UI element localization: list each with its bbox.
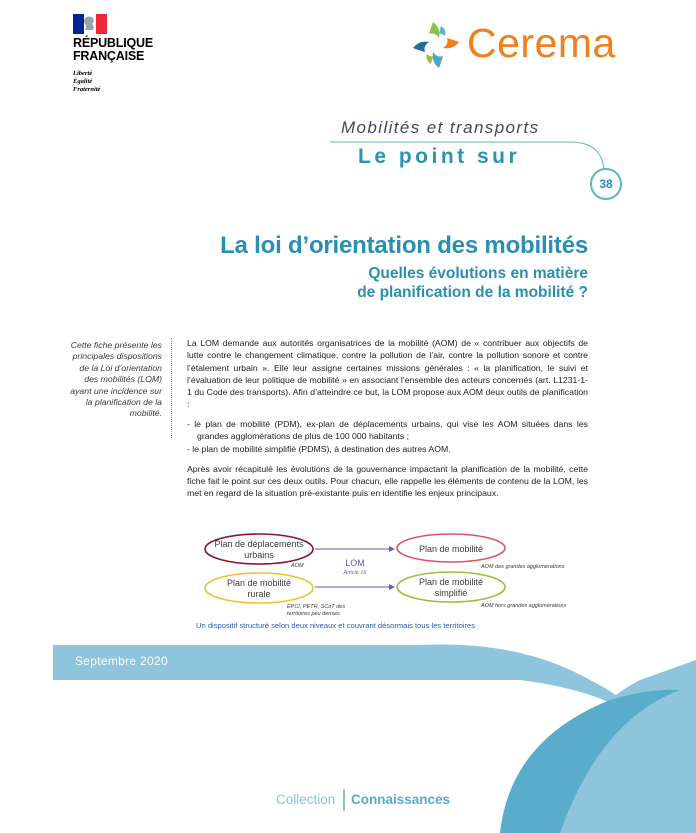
collection-name: Connaissances — [351, 792, 451, 807]
republique-motto: Liberté Égalité Fraternité — [73, 70, 101, 93]
summary-paragraph: Après avoir récapitulé les évolutions de la gouvernance impactant la planification de la mobilité, cette fiche fait le point sur ces deux outils. Pour chacun, elle rappelle les éléments de contenu de la LOM, les met en regard de la situation pré-existante puis en identifie les enjeux principaux. — [187, 463, 588, 499]
pdu-note: AOM — [291, 563, 304, 569]
lom-label: LOM — [345, 558, 365, 568]
collection-separator — [343, 789, 345, 811]
series-subtitle: Le point sur — [358, 145, 521, 168]
page-subtitle: Quelles évolutions en matière de planification de la mobilité ? — [357, 265, 588, 301]
pdms-label: simplifié — [434, 588, 468, 598]
series-name: Mobilités et transports — [341, 118, 540, 137]
page-title: La loi d’orientation des mobilités — [220, 232, 588, 259]
pdms-label: Plan de mobilité — [418, 577, 484, 587]
pmr-label: Plan de mobilité — [226, 578, 292, 588]
republique-francaise-label: RÉPUBLIQUE FRANÇAISE — [73, 36, 153, 63]
lom-article: Article 16 — [343, 570, 367, 576]
pmr-label: rurale — [247, 589, 271, 599]
collection-label: Collection — [276, 792, 336, 807]
diagram-caption: Un dispositif structuré selon deux niveaux et couvrant désormais tous les territoires — [196, 621, 475, 630]
publication-date: Septembre 2020 — [75, 654, 168, 668]
pdu-label: urbains — [244, 550, 274, 560]
pdms-note: AOM hors grandes agglomérations — [481, 603, 567, 609]
intro-paragraph: La LOM demande aux autorités organisatrices de la mobilité (AOM) de « contribuer aux objectifs de lutte contre le changement climatique, contre la pollution de l’air, contre la pollution sonore et contre l’étalement urbain ». Elle leur assigne certaines missions générales : « la planification, le suivi et l’évaluation de leur politique de mobilité » en associant l’ensemble des acteurs concernés (art. L1231-1-1 du Code des transports). Afin d’atteindre ce but, la LOM propose aux AOM deux outils de planification : — [187, 338, 588, 410]
side-note: Cette fiche présente les principales dispositions de la Loi d’orientation des mobilités (LOM) ayant une incidence sur la planification de la mobilité. — [70, 340, 162, 419]
pmr-note: territoires peu denses — [287, 611, 340, 617]
pmr-note: EPCI, PETR, SCoT des — [287, 604, 346, 610]
issue-number-badge: 38 — [590, 168, 622, 200]
pdu-label: Plan de déplacements — [214, 539, 304, 549]
pdm-label: Plan de mobilité — [418, 544, 484, 554]
list-item: - le plan de mobilité simplifié (PDMS), à destination des autres AOM. — [187, 444, 451, 455]
list-item: - le plan de mobilité (PDM), ex-plan de déplacements urbains, qui vise les AOM situées dans les grandes agglomérations de plus de 100 000 habitants ; — [187, 418, 588, 442]
cerema-brand-name: Cerema — [467, 20, 616, 66]
pdm-note: AOM des grandes agglomérations — [481, 564, 565, 570]
